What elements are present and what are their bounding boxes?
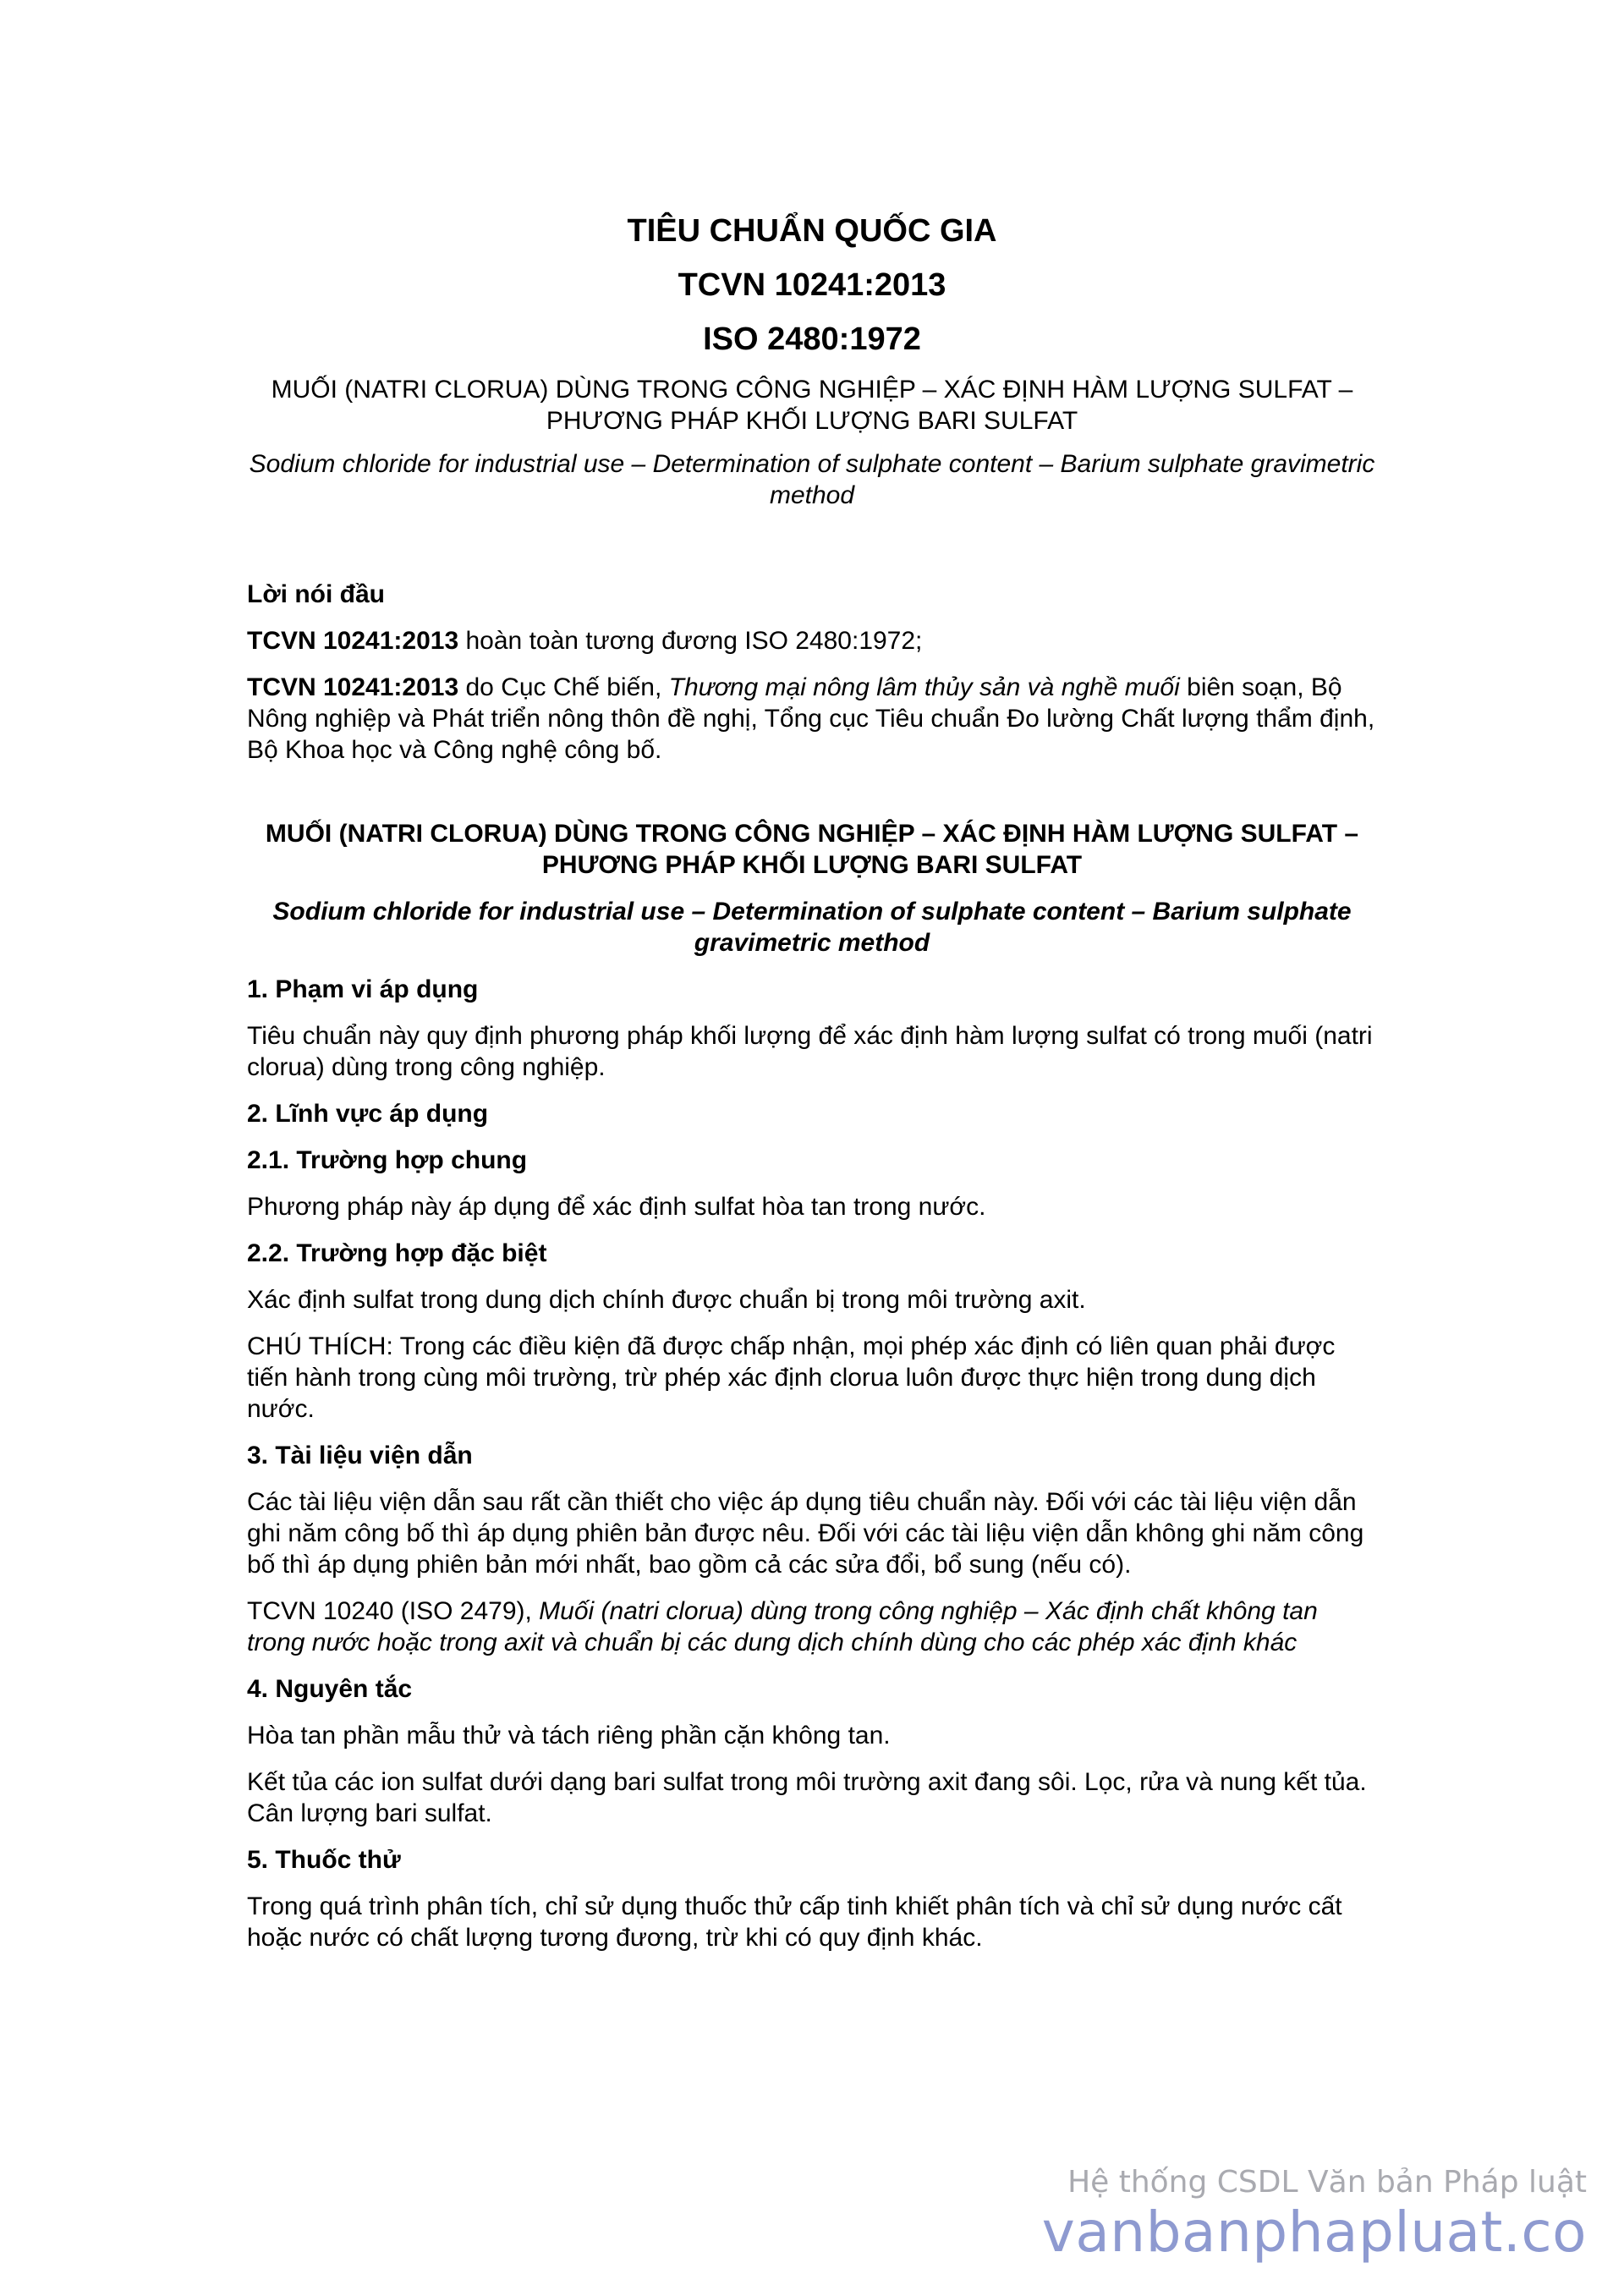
- body-title-english: Sodium chloride for industrial use – Determination of sulphate content – Barium sulphate gravimetric method: [272, 898, 1352, 957]
- doc-title-national-standard: TIÊU CHUẨN QUỐC GIA: [627, 213, 997, 249]
- reference-code: TCVN 10240 (ISO 2479),: [247, 1597, 540, 1625]
- doc-title-tcvn-code: TCVN 10241:2013: [678, 267, 946, 303]
- document-page: [247, 211, 1377, 1969]
- foreword-heading: Lời nói đầu: [247, 580, 385, 608]
- body-title-vietnamese: MUỐI (NATRI CLORUA) DÙNG TRONG CÔNG NGHIỆP – XÁC ĐỊNH HÀM LƯỢNG SULFAT – PHƯƠNG PHÁP KHỐI LƯỢNG BARI SULFAT: [265, 820, 1359, 879]
- foreword-text-2b: biên soạn, Bộ Nông nghiệp và Phát triển nông thôn đề nghị, Tổng cục Tiêu chuẩn Đo lường Chất lượng thẩm định, Bộ Khoa học và Công nghệ công bố.: [247, 673, 1375, 764]
- section-4-heading: 4. Nguyên tắc: [247, 1675, 413, 1703]
- section-3-text: Các tài liệu viện dẫn sau rất cần thiết cho việc áp dụng tiêu chuẩn này. Đối với các tài liệu viện dẫn ghi năm công bố thì áp dụng phiên bản được nêu. Đối với các tài liệu viện dẫn không ghi năm công bố thì áp dụng phiên bản mới nhất, bao gồm cả các sửa đổi, bổ sung (nếu có).: [247, 1488, 1364, 1579]
- section-3-reference: [247, 1596, 1377, 1658]
- site-watermark: [1042, 2164, 1587, 2264]
- foreword-text-1: hoàn toàn tương đương ISO 2480:1972;: [458, 627, 923, 655]
- foreword-code-1: TCVN 10241:2013: [247, 627, 459, 655]
- section-2-heading: 2. Lĩnh vực áp dụng: [247, 1100, 489, 1128]
- section-2-1-heading: 2.1. Trường hợp chung: [247, 1146, 528, 1174]
- foreword-paragraph-2: [247, 672, 1377, 766]
- section-1-text: Tiêu chuẩn này quy định phương pháp khối lượng để xác định hàm lượng sulfat có trong muối (natri clorua) dùng trong công nghiệp.: [247, 1022, 1373, 1081]
- section-3-heading: 3. Tài liệu viện dẫn: [247, 1442, 473, 1469]
- doc-subtitle-vietnamese: MUỐI (NATRI CLORUA) DÙNG TRONG CÔNG NGHIỆP – XÁC ĐỊNH HÀM LƯỢNG SULFAT – PHƯƠNG PHÁP KHỐI LƯỢNG BARI SULFAT: [271, 376, 1353, 435]
- section-2-2-note: CHÚ THÍCH: Trong các điều kiện đã được chấp nhận, mọi phép xác định có liên quan phải được tiến hành trong cùng môi trường, trừ phép xác định clorua luôn được thực hiện trong dung dịch nước.: [247, 1332, 1336, 1423]
- section-2-2-text: Xác định sulfat trong dung dịch chính được chuẩn bị trong môi trường axit.: [247, 1286, 1086, 1314]
- section-1-heading: 1. Phạm vi áp dụng: [247, 975, 479, 1003]
- section-2-1-text: Phương pháp này áp dụng để xác định sulfat hòa tan trong nước.: [247, 1193, 986, 1221]
- doc-subtitle-english: Sodium chloride for industrial use – Determination of sulphate content – Barium sulphate gravimetric method: [249, 450, 1375, 509]
- foreword-paragraph-1: [247, 625, 1377, 656]
- watermark-domain: vanbanphapluat.co: [1041, 2200, 1587, 2265]
- foreword-text-2a: do Cục Chế biến,: [458, 673, 669, 701]
- section-4-paragraph-1: Hòa tan phần mẫu thử và tách riêng phần cặn không tan.: [247, 1722, 891, 1749]
- section-2-2-heading: 2.2. Trường hợp đặc biệt: [247, 1239, 547, 1267]
- foreword-code-2: TCVN 10241:2013: [247, 673, 459, 701]
- foreword-text-2-italic: Thương mại nông lâm thủy sản và nghề muối: [668, 673, 1180, 701]
- reference-title: Muối (natri clorua) dùng trong công nghiệp – Xác định chất không tan trong nước hoặc trong axit và chuẩn bị các dung dịch chính dùng cho các phép xác định khác: [247, 1597, 1318, 1656]
- section-4-paragraph-2: Kết tủa các ion sulfat dưới dạng bari sulfat trong môi trường axit đang sôi. Lọc, rửa và nung kết tủa. Cân lượng bari sulfat.: [247, 1768, 1367, 1827]
- doc-title-iso-code: ISO 2480:1972: [703, 321, 921, 357]
- section-5-heading: 5. Thuốc thử: [247, 1846, 401, 1874]
- section-5-text: Trong quá trình phân tích, chỉ sử dụng thuốc thử cấp tinh khiết phân tích và chỉ sử dụng nước cất hoặc nước có chất lượng tương đương, trừ khi có quy định khác.: [247, 1892, 1342, 1952]
- watermark-tagline: Hệ thống CSDL Văn bản Pháp luật: [1067, 2165, 1587, 2200]
